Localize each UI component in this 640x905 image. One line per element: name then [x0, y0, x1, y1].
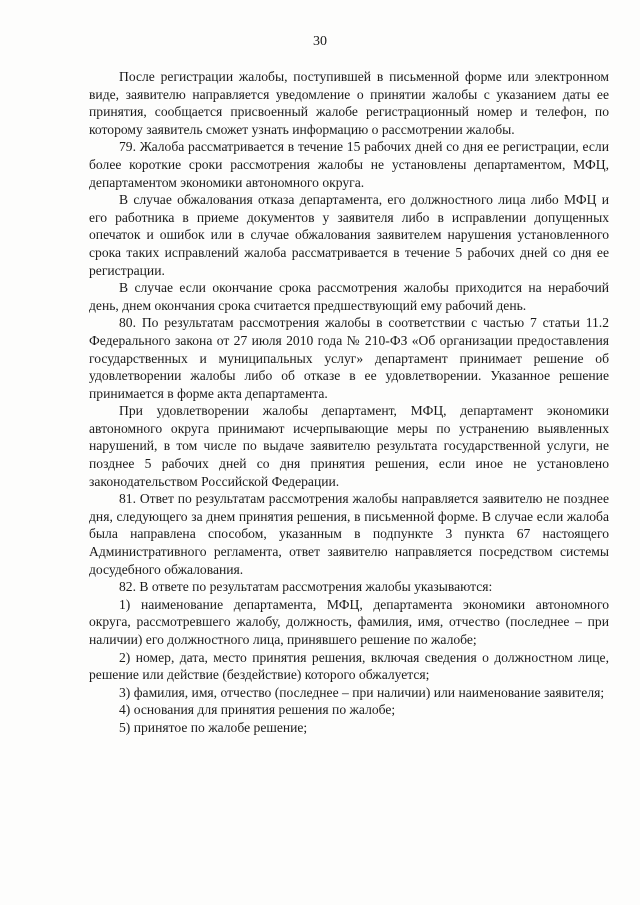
paragraph: 5) принятое по жалобе решение;: [119, 719, 308, 735]
paragraph: 79. Жалоба рассматривается в течение 15 рабочих дней со дня ее регистрации, если более короткие сроки рассмотрения жалобы не установлены департаментом, МФЦ, департаментом экономики автономного округа.: [89, 139, 609, 190]
paragraph: 81. Ответ по результатам рассмотрения жалобы направляется заявителю не позднее дня, следующего за днем принятия решения, в письменной форме. В случае если жалоба была направлена способом, указанным в подпункте 3 пункта 67 настоящего Административного регламента, ответ заявителю направляется посредством системы досудебного обжалования.: [89, 491, 609, 577]
page-number: 30: [313, 34, 327, 49]
document-body: [89, 68, 609, 737]
paragraph: 4) основания для принятия решения по жалобе;: [119, 702, 396, 718]
paragraph: 80. По результатам рассмотрения жалобы в соответствии с частью 7 статьи 11.2 Федерального закона от 27 июля 2010 года № 210-ФЗ «Об организации предоставления государственных и муниципальных услуг» департамент принимает решение об удовлетворении жалобы либо об отказе в ее удовлетворении. Указанное решение принимается в форме акта департамента.: [89, 315, 609, 401]
paragraph: 3) фамилия, имя, отчество (последнее – при наличии) или наименование заявителя;: [119, 684, 605, 700]
paragraph: 2) номер, дата, место принятия решения, включая сведения о должностном лице, решение или действие (бездействие) которого обжалуется;: [89, 649, 609, 683]
paragraph: В случае если окончание срока рассмотрения жалобы приходится на нерабочий день, днем окончания срока считается предшествующий ему рабочий день.: [89, 280, 609, 313]
paragraph: 82. В ответе по результатам рассмотрения жалобы указываются:: [119, 579, 493, 595]
paragraph: После регистрации жалобы, поступившей в письменной форме или электронном виде, заявителю направляется уведомление о принятии жалобы с указанием даты ее принятия, сообщается присвоенный жалобе регистрационный номер и телефон, по которому заявитель сможет узнать информацию о рассмотрении жалобы.: [89, 69, 609, 137]
paragraph: В случае обжалования отказа департамента, его должностного лица либо МФЦ и его работника в приеме документов у заявителя либо в исправлении допущенных опечаток и ошибок или в случае обжалования заявителем нарушения установленного срока таких исправлений жалоба рассматривается в течение 5 рабочих дней со дня ее регистрации.: [89, 192, 609, 278]
paragraph: 1) наименование департамента, МФЦ, департамента экономики автономного округа, рассмотревшего жалобу, должность, фамилия, имя, отчество (последнее – при наличии) его должностного лица, принявшего решение по жалобе;: [89, 596, 609, 647]
paragraph: При удовлетворении жалобы департамент, МФЦ, департамент экономики автономного округа принимают исчерпывающие меры по устранению выявленных нарушений, в том числе по выдаче заявителю результата государственной услуги, не позднее 5 рабочих дней со дня принятия решения, если иное не установлено законодательством Российской Федерации.: [89, 403, 609, 489]
